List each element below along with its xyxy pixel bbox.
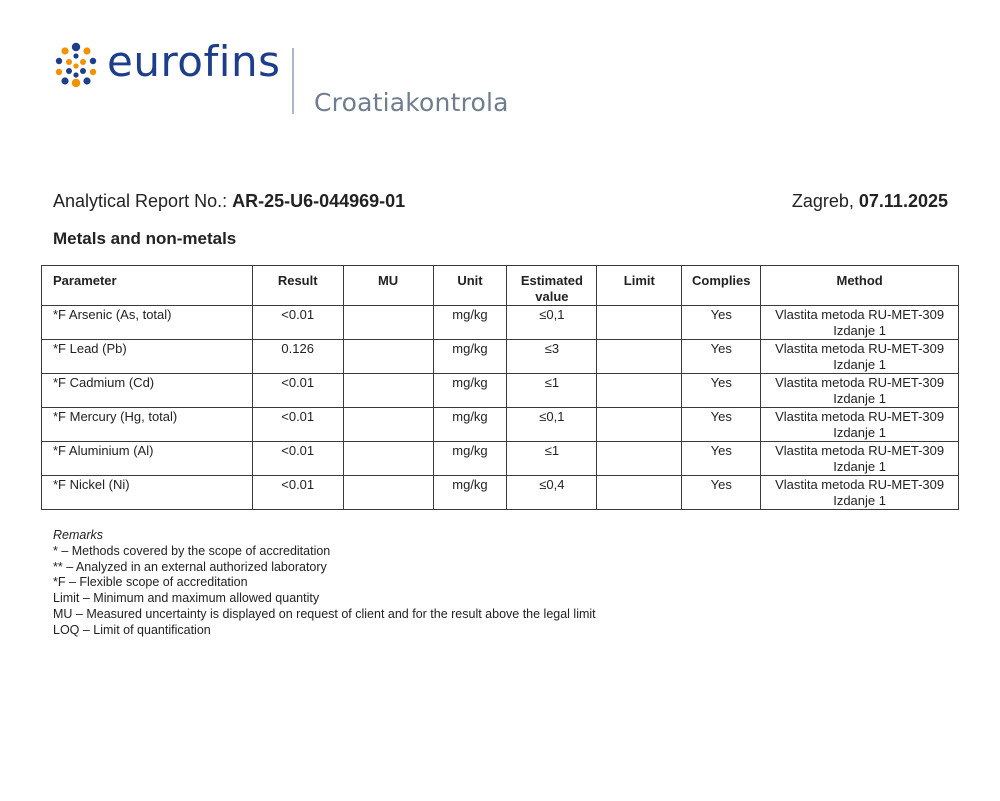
cell-parameter: *F Nickel (Ni) [42,476,253,510]
cell-estimated-value: ≤1 [507,374,597,408]
cell-method [761,374,959,408]
column-header-parameter: Parameter [42,266,253,306]
cell-estimated-value: ≤3 [507,340,597,374]
cell-method [761,306,959,340]
column-header-limit: Limit [597,266,682,306]
logo-dot [72,43,80,51]
cell-method [761,442,959,476]
cell-estimated-value: ≤1 [507,442,597,476]
brand-name: eurofins [107,37,281,86]
logo-dot [80,59,86,65]
sub-brand-name: Croatiakontrola [314,88,509,117]
method-edition: Izdanje 1 [833,357,886,372]
method-edition: Izdanje 1 [833,391,886,406]
column-header-estimated-value: Estimated value [507,266,597,306]
cell-mu [343,408,433,442]
cell-limit [597,476,682,510]
cell-complies: Yes [682,476,761,510]
cell-result: <0.01 [252,306,343,340]
remark-line: * – Methods covered by the scope of accreditation [53,543,331,558]
cell-parameter: *F Cadmium (Cd) [42,374,253,408]
logo-dot [80,68,86,74]
table-row [42,476,959,510]
cell-parameter: *F Arsenic (As, total) [42,306,253,340]
cell-unit: mg/kg [433,374,507,408]
cell-limit [597,442,682,476]
column-header-complies: Complies [682,266,761,306]
cell-estimated-value: ≤0,4 [507,476,597,510]
logo-dot [73,53,78,58]
method-name: Vlastita metoda RU-MET-309 [775,477,945,492]
method-name: Vlastita metoda RU-MET-309 [775,341,945,356]
cell-complies: Yes [682,408,761,442]
report-label: Analytical Report No.: [53,191,228,211]
eurofins-dots-icon [52,41,100,89]
remarks-section [53,528,596,639]
logo-dot [83,47,90,54]
table-row [42,374,959,408]
cell-result: 0.126 [252,340,343,374]
logo-dot [61,77,68,84]
cell-limit [597,408,682,442]
report-number-line [53,191,405,212]
column-header-mu: MU [343,266,433,306]
logo-dot [56,69,62,75]
remark-line: ** – Analyzed in an external authorized laboratory [53,559,327,574]
logo-dot [90,58,96,64]
cell-parameter: *F Aluminium (Al) [42,442,253,476]
cell-unit: mg/kg [433,408,507,442]
cell-unit: mg/kg [433,476,507,510]
cell-complies: Yes [682,340,761,374]
cell-limit [597,340,682,374]
cell-mu [343,340,433,374]
remark-line: Limit – Minimum and maximum allowed quantity [53,591,320,606]
cell-method [761,340,959,374]
cell-result: <0.01 [252,476,343,510]
table-row [42,306,959,340]
section-title: Metals and non-metals [53,229,237,248]
column-header-unit: Unit [433,266,507,306]
report-city: Zagreb, [791,191,854,211]
logo-dot [61,47,68,54]
table-row [42,442,959,476]
column-header-method: Method [761,266,959,306]
remark-line: LOQ – Limit of quantification [53,622,211,637]
logo-dot [56,58,62,64]
logo-dot [90,69,96,75]
column-header-result: Result [252,266,343,306]
cell-mu [343,374,433,408]
logo-dot [83,77,90,84]
table-row [42,340,959,374]
method-name: Vlastita metoda RU-MET-309 [775,409,945,424]
method-name: Vlastita metoda RU-MET-309 [775,375,945,390]
logo-dot [66,59,72,65]
logo-divider [292,48,294,114]
cell-complies: Yes [682,374,761,408]
cell-method [761,408,959,442]
remark-line: *F – Flexible scope of accreditation [53,575,248,590]
cell-result: <0.01 [252,408,343,442]
method-name: Vlastita metoda RU-MET-309 [775,443,945,458]
table-header-row [42,266,959,306]
cell-parameter: *F Mercury (Hg, total) [42,408,253,442]
report-date-line [792,191,948,212]
method-name: Vlastita metoda RU-MET-309 [775,307,945,322]
cell-limit [597,374,682,408]
report-date: 07.11.2025 [858,191,948,211]
method-edition: Izdanje 1 [833,493,886,508]
method-edition: Izdanje 1 [833,323,886,338]
results-table [41,265,959,510]
cell-estimated-value: ≤0,1 [507,408,597,442]
logo-dot [73,72,78,77]
cell-mu [343,306,433,340]
eurofins-logo [52,38,512,128]
cell-unit: mg/kg [433,306,507,340]
method-edition: Izdanje 1 [833,425,886,440]
cell-complies: Yes [682,306,761,340]
report-number: AR-25-U6-044969-01 [232,191,406,211]
table-row [42,408,959,442]
cell-method [761,476,959,510]
cell-result: <0.01 [252,374,343,408]
logo-dot [73,63,78,68]
cell-estimated-value: ≤0,1 [507,306,597,340]
cell-parameter: *F Lead (Pb) [42,340,253,374]
cell-unit: mg/kg [433,442,507,476]
logo-dot [72,79,80,87]
cell-mu [343,442,433,476]
cell-complies: Yes [682,442,761,476]
cell-unit: mg/kg [433,340,507,374]
cell-mu [343,476,433,510]
logo-dot [66,68,72,74]
cell-limit [597,306,682,340]
remarks-title: Remarks [53,528,104,542]
cell-result: <0.01 [252,442,343,476]
method-edition: Izdanje 1 [833,459,886,474]
remark-line: MU – Measured uncertainty is displayed on request of client and for the result above the legal limit [53,606,596,621]
